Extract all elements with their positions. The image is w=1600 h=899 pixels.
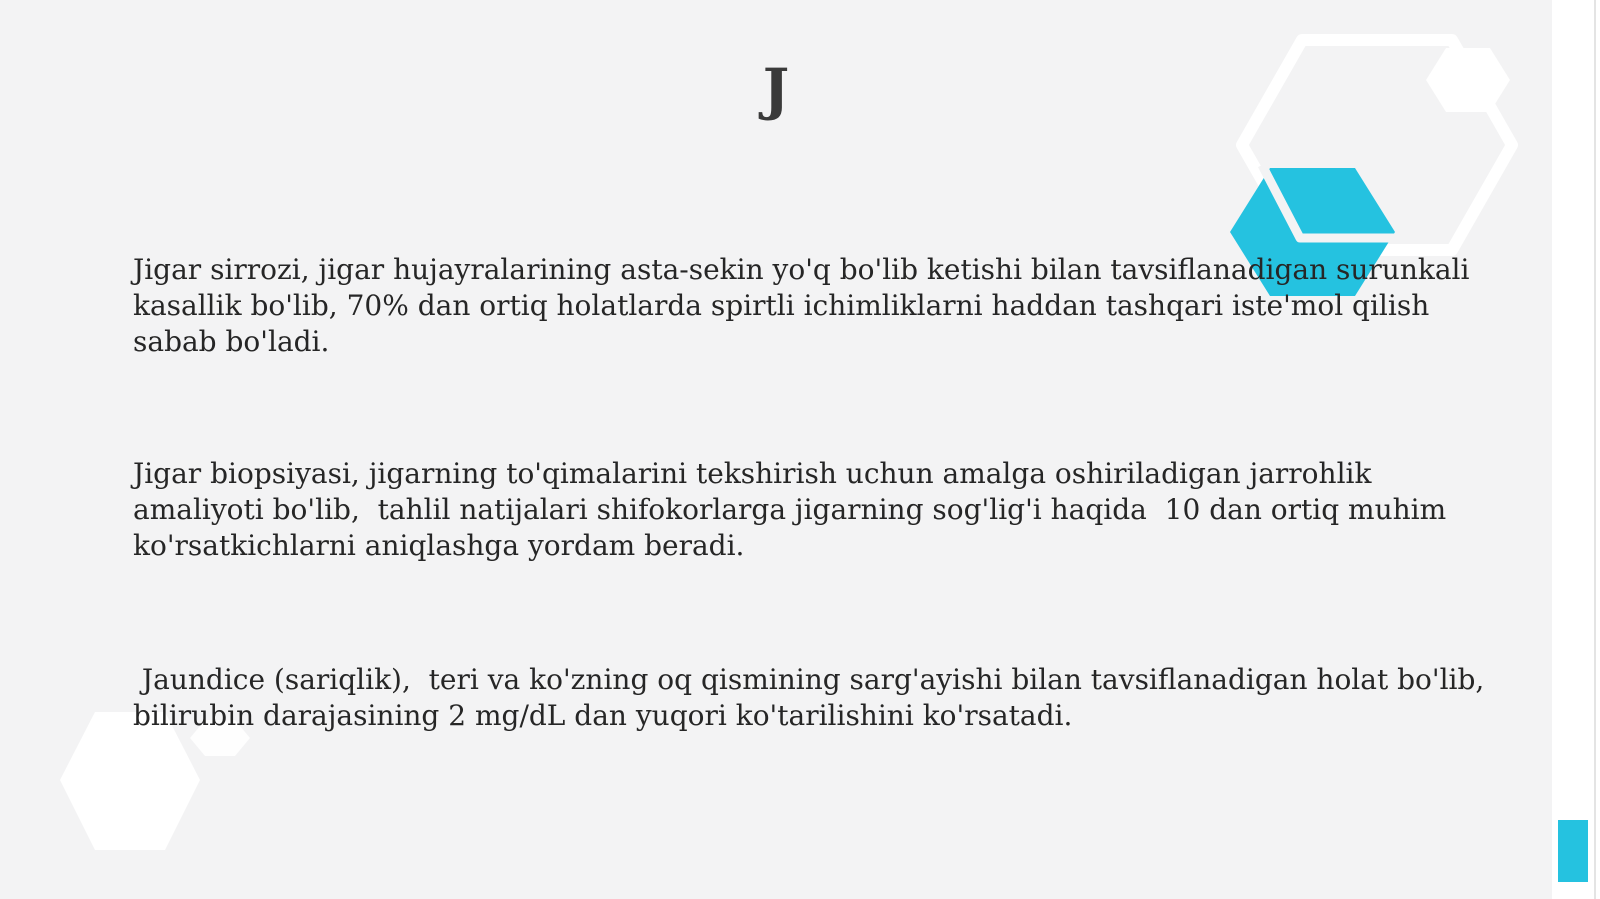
- slide-title: J: [762, 57, 790, 123]
- right-side-strip: [1552, 0, 1600, 899]
- paragraph-jaundice: Jaundice (sariqlik), teri va ko'zning oq qismining sarg'ayishi bilan tavsiflanadigan holat bo'lib, bilirubin darajasining 2 mg/dL dan yuqori ko'tarilishini ko'rsatadi.: [133, 663, 1494, 732]
- paragraph-cirrhosis: Jigar sirrozi, jigar hujayralarining asta-sekin yo'q bo'lib ketishi bilan tavsiflanadigan surunkali kasallik bo'lib, 70% dan ortiq holatlarda spirtli ichimliklarni haddan tashqari iste'mol qilish sabab bo'ladi.: [133, 253, 1479, 358]
- scroll-track[interactable]: [1594, 0, 1596, 899]
- scroll-thumb[interactable]: [1558, 820, 1588, 882]
- paragraph-biopsy: Jigar biopsiyasi, jigarning to'qimalarini tekshirish uchun amalga oshiriladigan jarrohlik amaliyoti bo'lib, tahlil natijalari shifokorlarga jigarning sog'lig'i haqida 10 dan ortiq muhim ko'rsatkichlarni aniqlashga yordam beradi.: [133, 457, 1456, 562]
